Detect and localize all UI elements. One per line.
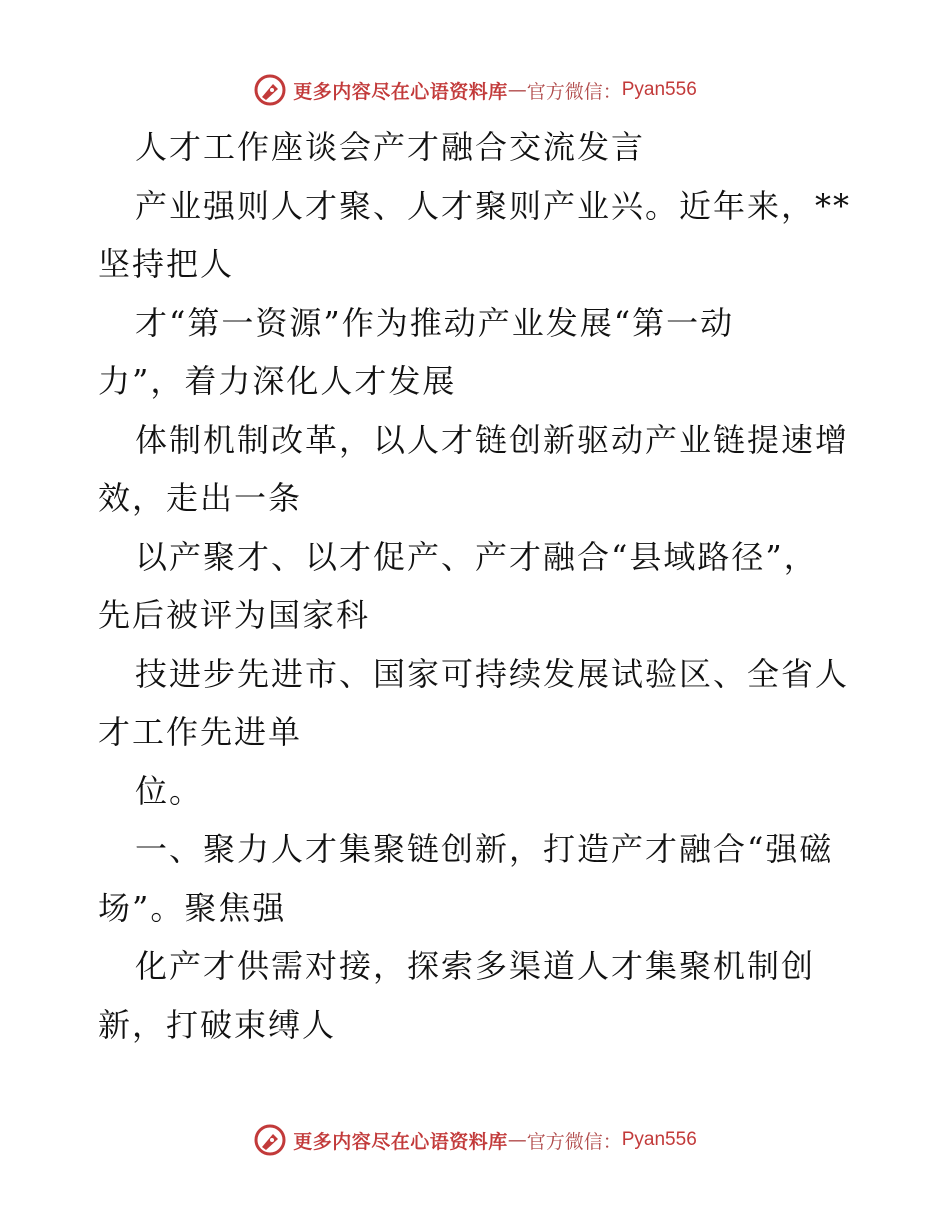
watermark-main-text: 更多内容尽在心语资料库 xyxy=(293,1130,508,1153)
text-line: 效，走出一条 xyxy=(98,479,303,517)
text-line: 才“第一资源”作为推动产业发展“第一动 xyxy=(135,303,735,342)
text-line: 坚持把人 xyxy=(98,245,235,283)
watermark-separator: — xyxy=(507,1129,527,1151)
document-body xyxy=(98,118,858,1054)
text-line: 以产聚才、以才促产、产才融合“县域路径”， xyxy=(135,537,818,576)
document-title: 人才工作座谈会产才融合交流发言 xyxy=(135,128,646,166)
footer-watermark xyxy=(0,1120,950,1160)
text-line: 体制机制改革，以人才链创新驱动产业链提速增 xyxy=(135,420,850,459)
text-line: 力”，着力深化人才发展 xyxy=(98,362,457,400)
section-heading: 一、聚力人才集聚链创新，打造产才融合“强磁 xyxy=(135,830,834,868)
watermark-main-text: 更多内容尽在心语资料库 xyxy=(293,80,508,103)
text-line: 技进步先进市、国家可持续发展试验区、全省人 xyxy=(135,654,850,693)
pen-nib-circle-icon xyxy=(253,73,287,107)
text-line: 先后被评为国家科 xyxy=(98,596,371,634)
pen-nib-circle-icon xyxy=(253,1123,287,1157)
text-line: 场”。聚焦强 xyxy=(98,888,287,927)
watermark-separator: — xyxy=(507,79,527,101)
watermark-sub-text: 官方微信： xyxy=(526,1130,622,1153)
text-line: 化产才供需对接，探索多渠道人才集聚机制创 xyxy=(135,947,816,985)
watermark-sub-text: 官方微信： xyxy=(526,80,622,103)
text-line: 新，打破束缚人 xyxy=(98,1005,337,1044)
watermark-wechat-id: Pyan556 xyxy=(621,79,697,100)
watermark-wechat-id: Pyan556 xyxy=(621,1129,697,1150)
header-watermark xyxy=(0,70,950,110)
text-line: 产业强则人才聚、人才聚则产业兴。近年来，** xyxy=(135,186,852,225)
text-line: 才工作先进单 xyxy=(98,713,303,751)
text-line: 位。 xyxy=(135,771,204,810)
